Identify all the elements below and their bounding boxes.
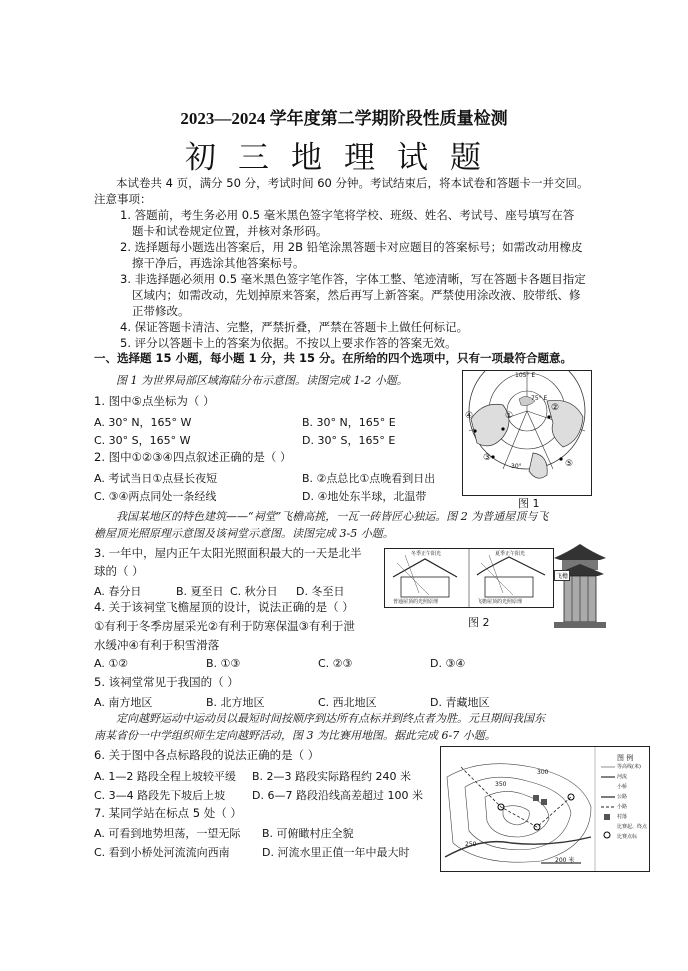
- ancestral-hall-illustration: [552, 540, 608, 630]
- fig3-legend-contour: 等高线(米): [617, 764, 641, 770]
- q4-option-d: D. ③④: [430, 657, 466, 670]
- q5-option-d: D. 青藏地区: [430, 696, 490, 709]
- q7-option-b: B. 可俯瞰村庄全貌: [262, 827, 354, 840]
- fig1-meridian-label: 105° E: [515, 372, 536, 379]
- fig3-legend-village: 村落: [617, 814, 628, 820]
- fig1-point-2: ②: [551, 403, 560, 413]
- q1-option-d: D. 30° S，165° E: [302, 434, 396, 447]
- fig3-legend-path: 小路: [617, 804, 628, 810]
- fig3-legend-checkpoint: 比赛点标: [617, 834, 638, 840]
- instruction-line: 2. 选择题每小题选出答案后，用 2B 铅笔涂黑答题卡对应题目的答案标号；如需改动用橡皮: [120, 240, 583, 254]
- instruction-line: 5. 评分以答题卡上的答案为依据。不按以上要求作答的答案无效。: [120, 336, 457, 350]
- q2-option-b: B. ②点总比①点晚看到日出: [302, 472, 436, 485]
- q3-option-d: D. 冬至日: [296, 585, 345, 598]
- figure-2-caption: 图 2: [468, 616, 490, 629]
- q3-stem-1: 3. 一年中，屋内正午太阳光照面积最大的一天是北半: [94, 546, 362, 560]
- q3-option-a: A. 春分日: [94, 585, 142, 598]
- q6-option-d: D. 6—7 路段沿线高差超过 100 米: [252, 789, 423, 802]
- fig1-lat-label: 75° E: [531, 395, 548, 402]
- q5-option-c: C. 西北地区: [318, 696, 377, 709]
- exam-title: 2023—2024 学年度第二学期阶段性质量检测: [180, 109, 508, 128]
- fig3-legend-bridge: 小桥: [617, 784, 628, 790]
- subject-title: 初三地理试题: [185, 140, 503, 176]
- instruction-line: 正带修改。: [132, 304, 190, 318]
- q3-5-intro-1: 我国某地区的特色建筑——“祠堂”飞檐高挑，一瓦一砖皆匠心独运。图 2 为普通屋顶与飞: [116, 510, 549, 523]
- q2-option-c: C. ③④两点同处一条经线: [94, 490, 217, 503]
- q6-option-c: C. 3—4 路段先下坡后上坡: [94, 789, 226, 802]
- instruction-line: 1. 答题前，考生务必用 0.5 毫米黑色签字笔将学校、班级、姓名、考试号、座号填写在答: [120, 208, 575, 222]
- q3-option-c: C. 秋分日: [230, 585, 278, 598]
- q1-2-intro: 图 1 为世界局部区域海陆分布示意图。读图完成 1-2 小题。: [116, 374, 408, 387]
- fig1-point-1: ①: [505, 411, 514, 421]
- figure-1-caption: 图 1: [518, 497, 540, 510]
- q3-5-intro-2: 檐屋顶光照原理示意图及该祠堂示意图。读图完成 3-5 小题。: [94, 527, 394, 540]
- q4-statements-1: ①有利于冬季房屋采光②有利于防寒保温③有利于泄: [94, 619, 355, 633]
- q7-stem: 7. 某同学站在标点 5 处（ ）: [94, 806, 242, 820]
- q4-option-b: B. ①③: [206, 657, 241, 670]
- q1-option-c: C. 30° S，165° W: [94, 434, 191, 447]
- q2-option-d: D. ④地处东半球，北温带: [302, 490, 427, 503]
- fig2-left-caption: 普通屋顶的光照原理: [393, 599, 439, 605]
- fig3-legend-start-end: 比赛起、终点: [617, 824, 648, 830]
- instruction-line: 擦干净后，再选涂其他答案标号。: [132, 256, 305, 270]
- fig3-legend-title: 图 例: [617, 754, 634, 762]
- q4-statements-2: 水缓冲④有利于积雪滑落: [94, 638, 220, 652]
- q7-option-c: C. 看到小桥处河流流向西南: [94, 846, 230, 859]
- fig3-scale-bar: 200 米: [555, 857, 575, 864]
- fig2-label-s3: 夏季正午阳光: [495, 551, 526, 557]
- section-heading: 一、选择题 15 小题，每小题 1 分，共 15 分。在所给的四个选项中，只有一项最符合题意。: [94, 351, 573, 365]
- polar-map-graphic: [463, 371, 591, 495]
- q4-stem: 4. 关于该祠堂飞檐屋顶的设计，说法正确的是（ ）: [94, 600, 354, 614]
- q6-option-a: A. 1—2 路段全程上坡较平缓: [94, 770, 236, 783]
- q4-option-a: A. ①②: [94, 657, 129, 670]
- q3-option-b: B. 夏至日: [176, 585, 224, 598]
- fig3-contour-label-350: 350: [495, 781, 507, 788]
- q7-option-d: D. 河流水里正值一年中最大时: [262, 846, 410, 859]
- instruction-line: 本试卷共 4 页，满分 50 分，考试时间 60 分钟。考试结束后，将本试卷和答题卡一并交回。: [116, 176, 589, 190]
- q6-option-b: B. 2—3 路段实际路程约 240 米: [252, 770, 412, 783]
- instruction-line: 题卡和试卷规定位置，并核对条形码。: [132, 224, 328, 238]
- instruction-line: 区域内；如需改动，先划掉原来答案，然后再写上新答案。严禁使用涂改液、胶带纸、修: [132, 288, 581, 302]
- figure-1-map: [462, 370, 592, 496]
- q1-option-b: B. 30° N，165° E: [302, 416, 396, 429]
- fig2-eave-tag: 飞檐: [554, 570, 570, 581]
- fig3-contour-label-250: 250: [465, 841, 477, 848]
- q5-option-b: B. 北方地区: [206, 696, 265, 709]
- fig3-legend-river: 河流: [617, 774, 628, 780]
- q6-7-intro-1: 定向越野运动中运动员以最短时间按顺序到达所有点标并到终点者为胜。元旦期间我国东: [116, 712, 545, 725]
- fig2-right-caption: 飞檐屋顶的光照原理: [477, 599, 523, 605]
- q6-stem: 6. 关于图中各点标路段的说法正确的是（ ）: [94, 748, 320, 762]
- q5-option-a: A. 南方地区: [94, 696, 153, 709]
- q2-stem: 2. 图中①②③④四点叙述正确的是（ ）: [94, 450, 292, 464]
- q1-stem: 1. 图中⑤点坐标为（ ）: [94, 394, 215, 408]
- q5-stem: 5. 该祠堂常见于我国的（ ）: [94, 675, 239, 689]
- figure-2-roof-diagram: [384, 548, 554, 608]
- q1-option-a: A. 30° N，165° W: [94, 416, 192, 429]
- fig3-contour-label-300: 300: [537, 769, 549, 776]
- fig2-label-s1: 冬季正午阳光: [411, 551, 442, 557]
- q6-7-intro-2: 南某省份一中学组织师生定向越野活动，图 3 为比赛用地图。据此完成 6-7 小题。: [94, 729, 496, 742]
- q4-option-c: C. ②③: [318, 657, 353, 670]
- figure-3-contour-map: [440, 746, 650, 872]
- instruction-line: 注意事项：: [94, 192, 152, 206]
- q3-stem-2: 球的（ ）: [94, 564, 144, 578]
- fig3-legend-highway: 公路: [617, 794, 628, 800]
- fig1-eq-label: 30°: [511, 463, 522, 470]
- q2-option-a: A. 考试当日①点昼长夜短: [94, 472, 218, 485]
- fig1-point-3: ③: [483, 453, 492, 463]
- instruction-line: 3. 非选择题必须用 0.5 毫米黑色签字笔作答，字体工整、笔迹清晰，写在答题卡各题目指定: [120, 272, 586, 286]
- q7-option-a: A. 可看到地势坦荡，一望无际: [94, 827, 241, 840]
- fig1-point-4: ④: [465, 411, 474, 421]
- fig1-point-5: ⑤: [565, 459, 574, 469]
- instruction-line: 4. 保证答题卡清洁、完整，严禁折叠，严禁在答题卡上做任何标记。: [120, 320, 469, 334]
